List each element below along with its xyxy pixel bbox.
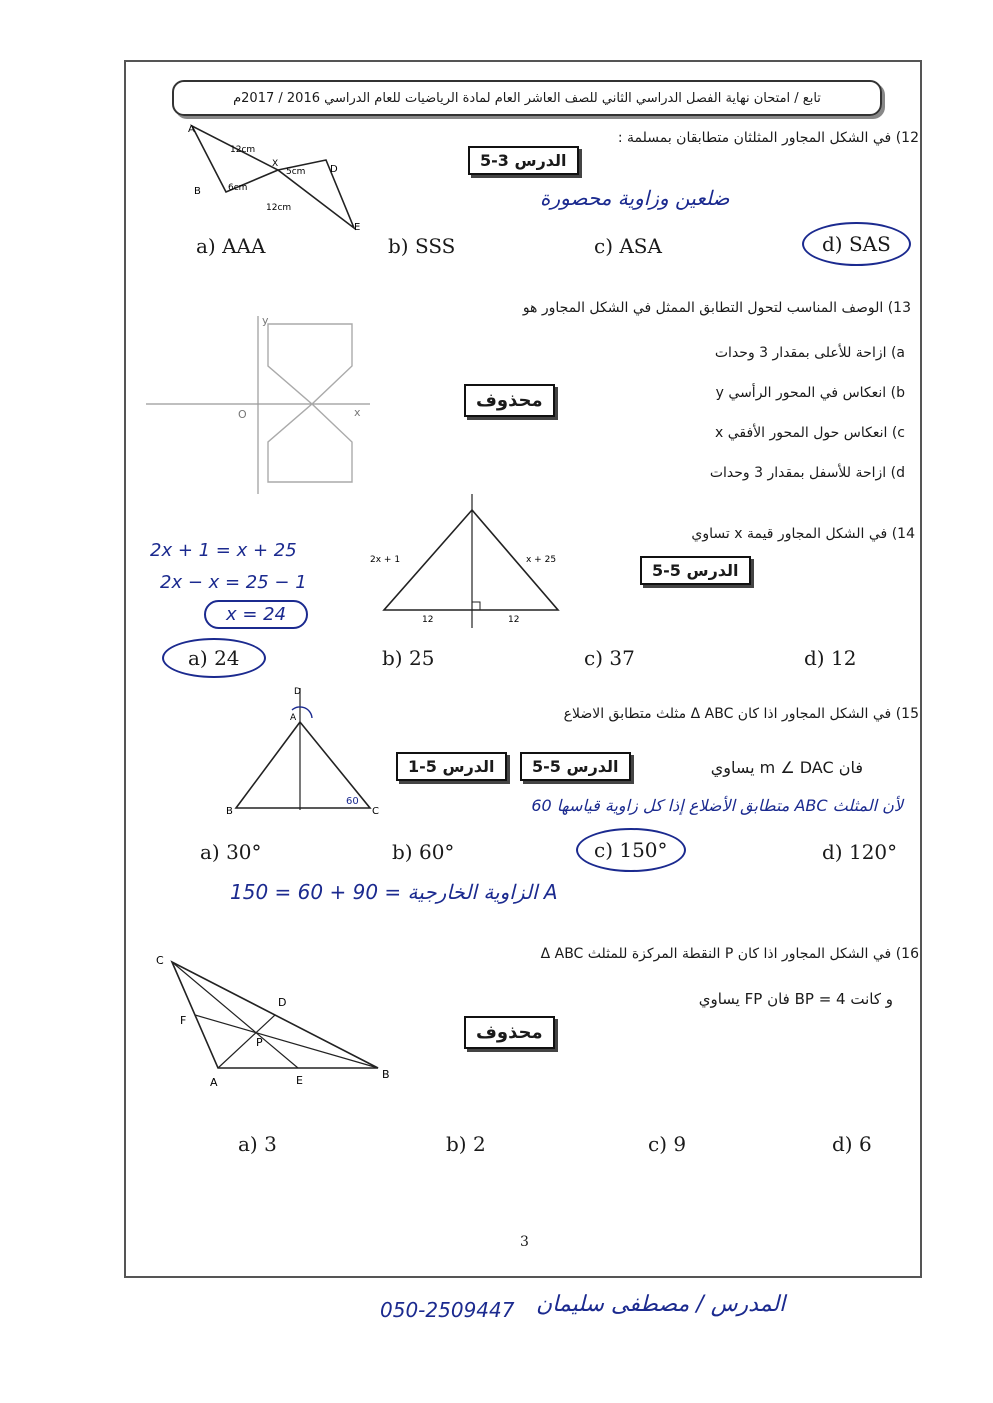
q13-text: 13) الوصف المناسب لتحول التطابق الممثل في الشكل المجاور هو (522, 300, 911, 316)
q14-label-b2: 12 (508, 615, 520, 625)
q16-option-c[interactable]: c) 9 (648, 1132, 687, 1156)
q15-lesson-box-a: الدرس 5-5 (520, 752, 631, 781)
q14-option-c[interactable]: c) 37 (584, 646, 635, 670)
q12-option-d[interactable]: d) SAS (802, 222, 911, 266)
q15-work: A الزاوية الخارجية = 90 + 60 = 150 (230, 880, 558, 904)
q14-label-b1: 12 (422, 615, 434, 625)
q16-label-b: B (382, 1068, 390, 1081)
q14-work-line-1: 2x + 1 = x + 25 (150, 540, 297, 561)
q12-len-12b: 12cm (266, 203, 292, 213)
q14-label-left: 2x + 1 (370, 555, 401, 565)
q16-label-c: C (156, 954, 164, 967)
q15-lesson-box-b: الدرس 5-1 (396, 752, 507, 781)
footer-phone: 050-2509447 (380, 1298, 515, 1322)
q13-choice-b[interactable]: b) انعكاس في المحور الرأسي y (715, 385, 905, 401)
q14-option-d[interactable]: d) 12 (804, 646, 857, 670)
q14-option-b[interactable]: b) 25 (382, 646, 435, 670)
q12-len-12a: 12cm (230, 145, 256, 155)
q12-option-c[interactable]: c) ASA (594, 234, 662, 258)
q15-option-d[interactable]: d) 120° (822, 840, 898, 864)
q14-lesson-box: الدرس 5-5 (640, 556, 751, 585)
q16-lesson-box: محذوف (464, 1016, 555, 1049)
q15-option-b[interactable]: b) 60° (392, 840, 455, 864)
q16-label-a: A (210, 1076, 218, 1088)
q13-figure (140, 312, 378, 498)
q16-label-p: P (256, 1036, 263, 1049)
q16-label-d: D (278, 996, 287, 1009)
q16-text: 16) في الشكل المجاور اذا كان P النقطة المركزة للمثلث Δ ABC (540, 946, 919, 962)
q15-label-a: A (290, 713, 297, 723)
q15-label-d: D (294, 687, 301, 697)
q16-option-d[interactable]: d) 6 (832, 1132, 872, 1156)
q12-lesson-box: الدرس 3-5 (468, 146, 579, 175)
q13-label-y: y (262, 314, 269, 327)
q14-option-a[interactable]: a) 24 (162, 638, 266, 678)
q16-option-b[interactable]: b) 2 (446, 1132, 486, 1156)
q12-label-a: A (188, 124, 195, 135)
q14-text: 14) في الشكل المجاور قيمة x تساوي (691, 526, 915, 542)
page-number: 3 (520, 1234, 529, 1250)
q12-label-b: B (194, 186, 201, 197)
q15-label-b: B (226, 806, 233, 816)
q12-label-d: D (330, 164, 338, 175)
q15-label-c: C (372, 806, 379, 816)
q12-len-6: 6cm (228, 183, 248, 193)
q12-option-a[interactable]: a) AAA (196, 234, 266, 258)
q12-handwriting: ضلعين وزاوية محصورة (540, 186, 730, 210)
q15-option-c[interactable]: c) 150° (576, 828, 686, 872)
q13-choice-c[interactable]: c) انعكاس حول المحور الأفقي x (715, 425, 905, 441)
q15-figure (220, 684, 390, 816)
q16-label-e: E (296, 1074, 303, 1087)
q15-handwriting: لأن المثلث ABC متطابق الأضلاع إذا كل زاوية قياسها 60 (531, 796, 903, 815)
q15-option-a[interactable]: a) 30° (200, 840, 262, 864)
q16-figure (150, 948, 400, 1088)
q15-label-angle: 60 (346, 796, 359, 807)
q14-label-right: x + 25 (526, 555, 557, 565)
q12-figure (186, 122, 376, 232)
q16-label-f: F (180, 1014, 187, 1027)
q13-lesson-box: محذوف (464, 384, 555, 417)
q14-work-line-3: x = 24 (204, 600, 308, 629)
q15-text-2: فان m ∠ DAC يساوي (710, 758, 863, 777)
q14-work-line-2: 2x − x = 25 − 1 (160, 572, 307, 593)
q13-label-o: O (238, 408, 247, 421)
q12-label-e: E (354, 222, 361, 232)
q16-option-a[interactable]: a) 3 (238, 1132, 277, 1156)
q16-text-2: و كانت BP = 4 فان FP يساوي (698, 990, 893, 1008)
q15-text: 15) في الشكل المجاور اذا كان Δ ABC مثلث متطابق الاضلاع (563, 706, 919, 722)
q12-len-5: 5cm (286, 167, 306, 177)
q14-figure (370, 490, 580, 630)
exam-header: تابع / امتحان نهاية الفصل الدراسي الثاني للصف العاشر العام لمادة الرياضيات للعام الدراسي 2016 / 2017م (172, 80, 882, 116)
q12-option-b[interactable]: b) SSS (388, 234, 456, 258)
q13-label-x: x (354, 406, 361, 419)
q12-text: 12) في الشكل المجاور المثلثان متطابقان بمسلمة : (617, 130, 919, 146)
footer-teacher: المدرس / مصطفى سليمان (536, 1292, 786, 1317)
q13-choice-d[interactable]: d) ازاحة للأسفل بمقدار 3 وحدات (709, 465, 905, 481)
q12-label-x: X (272, 159, 279, 169)
q13-choice-a[interactable]: a) ازاحة للأعلى بمقدار 3 وحدات (714, 345, 905, 361)
